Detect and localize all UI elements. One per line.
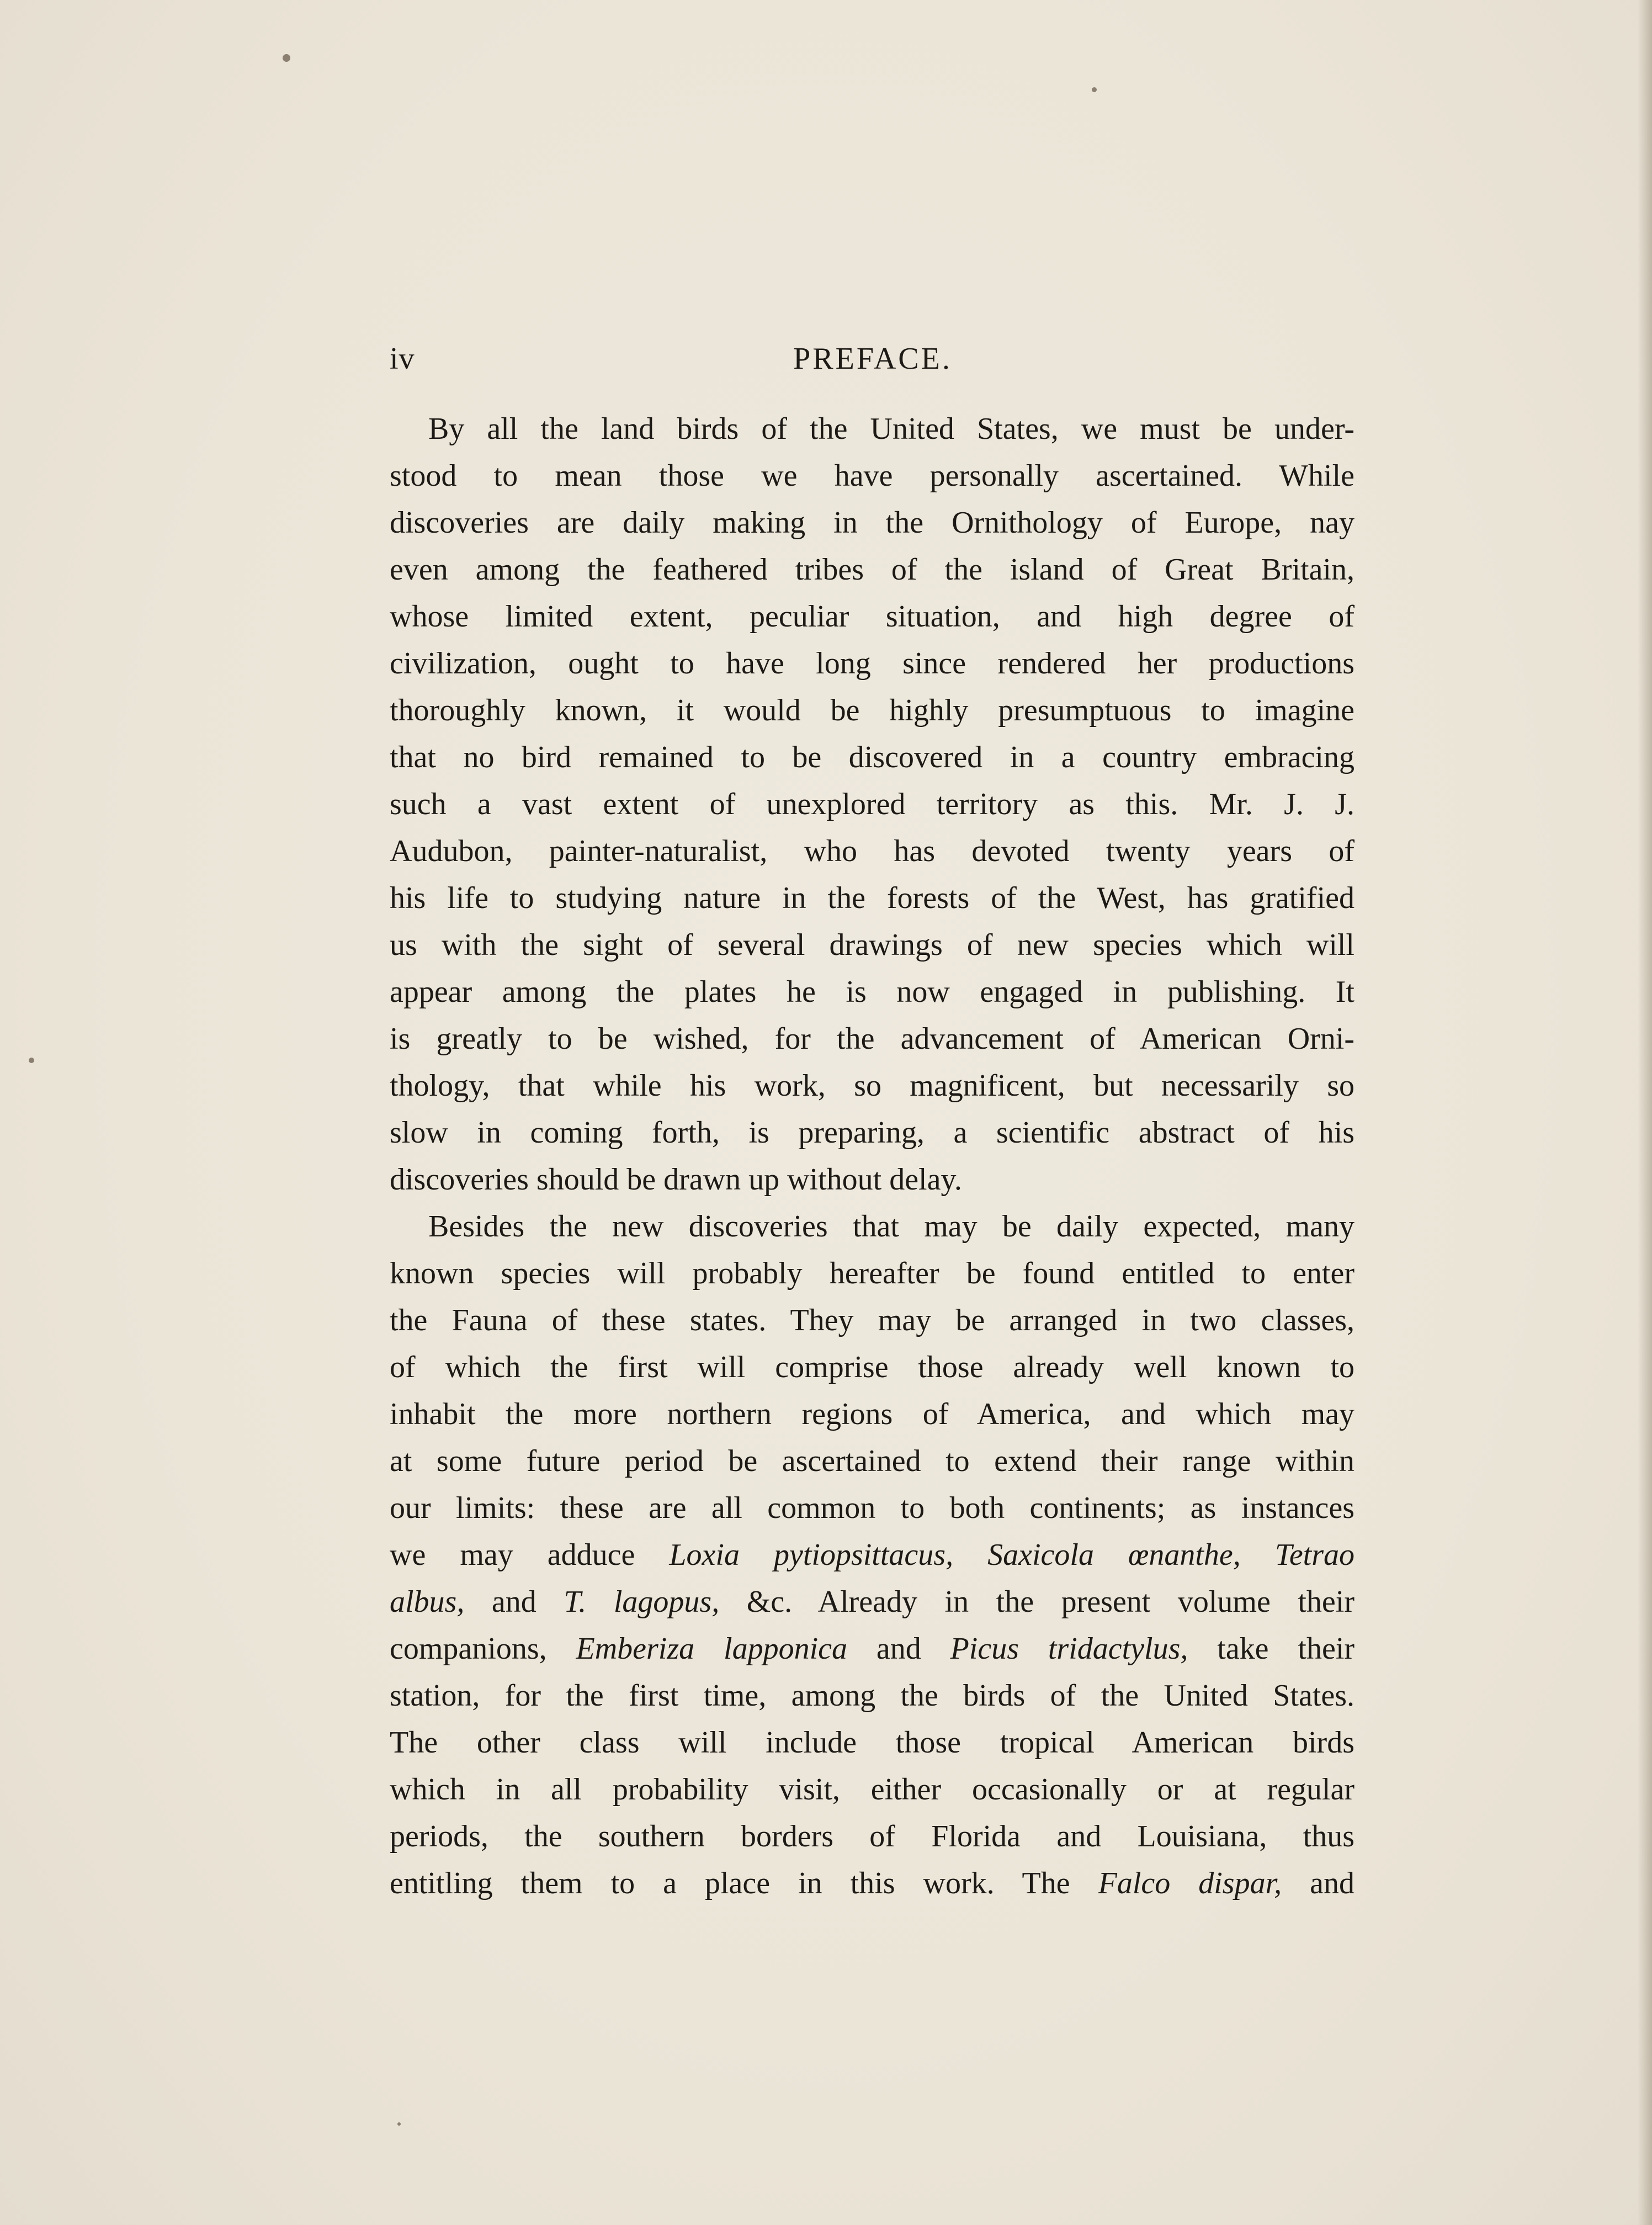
text-line: is greatly to be wished, for the advancement of American Orni- <box>390 1022 1354 1056</box>
page-number: iv <box>390 342 415 376</box>
text-line: whose limited extent, peculiar situation, and high degree of <box>390 599 1354 634</box>
text-run <box>1241 1538 1275 1572</box>
text-line: periods, the southern borders of Florida and Louisiana, thus <box>390 1819 1354 1854</box>
species-name: Tetrao <box>1274 1538 1355 1572</box>
text-line: stood to mean those we have personally ascertained. While <box>390 459 1354 493</box>
species-name: Falco dispar, <box>1098 1866 1282 1900</box>
text-line: inhabit the more northern regions of America, and which may <box>390 1397 1354 1431</box>
text-line: such a vast extent of unexplored territory as this. Mr. J. J. <box>390 787 1354 821</box>
species-name: Loxia pytiopsittacus, <box>669 1538 954 1572</box>
text-line <box>390 1860 1354 1907</box>
text-line: our limits: these are all common to both continents; as instances <box>390 1491 1354 1525</box>
text-run: &c. Already in the present volume their <box>719 1585 1354 1619</box>
text-line: thoroughly known, it would be highly presumptuous to imagine <box>390 693 1354 727</box>
paper-speck <box>283 54 290 62</box>
text-line: his life to studying nature in the forests of the West, has gratified <box>390 881 1354 915</box>
text-line: which in all probability visit, either occasionally or at regular <box>390 1772 1354 1807</box>
text-run: and <box>464 1585 564 1619</box>
page-title: PREFACE. <box>793 342 952 376</box>
text-run: and <box>847 1632 950 1666</box>
text-run: entitling them to a place in this work. The <box>390 1866 1098 1900</box>
text-line: thology, that while his work, so magnificent, but necessarily so <box>390 1069 1354 1103</box>
paragraph-2 <box>390 1203 1354 1907</box>
text-line: of which the first will comprise those already well known to <box>390 1350 1354 1384</box>
text-line: slow in coming forth, is preparing, a scientific abstract of his <box>390 1116 1354 1150</box>
paragraph-1 <box>390 406 1354 1203</box>
text-line: even among the feathered tribes of the island of Great Britain, <box>390 553 1354 587</box>
text-run: take their <box>1188 1632 1355 1666</box>
text-line <box>390 1532 1354 1579</box>
text-line: known species will probably hereafter be found entitled to enter <box>390 1256 1354 1291</box>
text-run <box>953 1538 987 1572</box>
text-line: Audubon, painter-naturalist, who has devoted twenty years of <box>390 834 1354 868</box>
text-line: discoveries are daily making in the Ornithology of Europe, nay <box>390 506 1354 540</box>
text-line: By all the land birds of the United States, we must be under- <box>428 412 1354 446</box>
text-run: companions, <box>390 1632 576 1666</box>
text-line <box>390 1626 1354 1672</box>
species-name: Saxicola œnanthe, <box>987 1538 1241 1572</box>
text-run: and <box>1282 1866 1354 1900</box>
text-line: station, for the first time, among the birds of the United States. <box>390 1679 1354 1713</box>
species-name: T. lagopus, <box>564 1585 720 1619</box>
species-name: Picus tridactylus, <box>950 1632 1188 1666</box>
page-edge-shadow <box>1638 0 1652 2225</box>
text-line: civilization, ought to have long since rendered her productions <box>390 646 1354 681</box>
text-line: the Fauna of these states. They may be arranged in two classes, <box>390 1303 1354 1337</box>
text-line: The other class will include those tropical American birds <box>390 1725 1354 1760</box>
text-line: that no bird remained to be discovered in a country embracing <box>390 740 1354 774</box>
text-line: us with the sight of several drawings of new species which will <box>390 928 1354 962</box>
text-line: discoveries should be drawn up without delay. <box>390 1162 962 1197</box>
species-name: Emberiza lapponica <box>576 1632 847 1666</box>
text-line: Besides the new discoveries that may be daily expected, many <box>428 1209 1354 1244</box>
paper-speck <box>397 2122 401 2126</box>
running-head <box>390 337 1356 381</box>
paper-speck <box>1092 87 1097 92</box>
species-name: albus, <box>390 1585 465 1619</box>
text-run: we may adduce <box>390 1538 670 1572</box>
paper-speck <box>29 1058 34 1063</box>
text-line: at some future period be ascertained to extend their range within <box>390 1444 1354 1478</box>
text-line <box>390 1579 1354 1626</box>
preface-body <box>390 406 1354 1907</box>
text-line: appear among the plates he is now engaged in publishing. It <box>390 975 1354 1009</box>
